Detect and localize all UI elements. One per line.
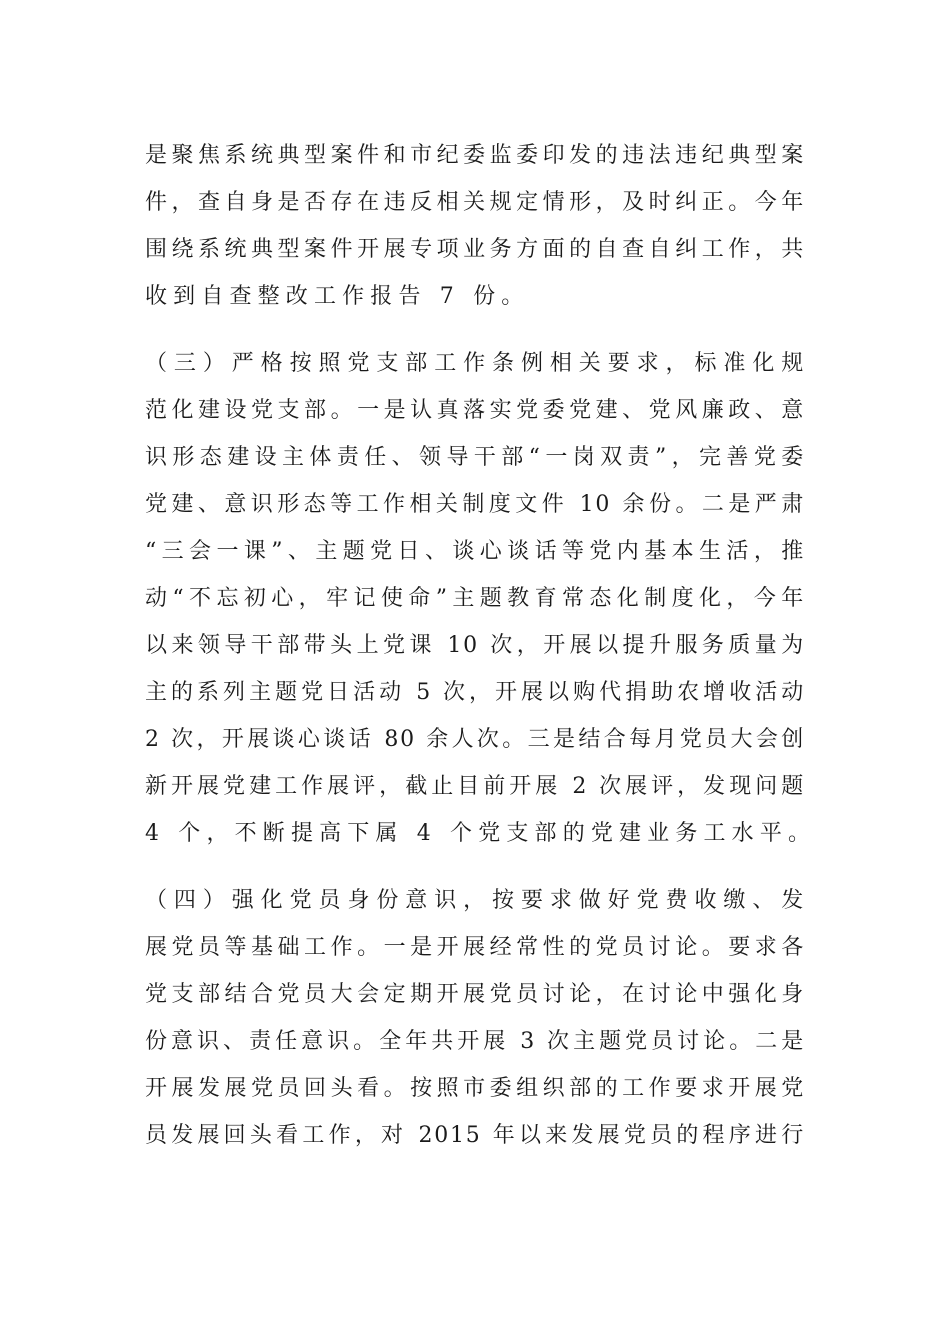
body-text bbox=[145, 132, 817, 1159]
text-line: 2 次，开展谈心谈话 80 余人次。三是结合每月党员大会创 bbox=[145, 727, 805, 752]
text-line: 党支部结合党员大会定期开展党员讨论，在讨论中强化身 bbox=[145, 982, 805, 1007]
text-line: 动“不忘初心，牢记使命”主题教育常态化制度化，今年 bbox=[145, 586, 805, 611]
paragraph-gap bbox=[145, 857, 805, 877]
text-line: 主的系列主题党日活动 5 次，开展以购代捐助农增收活动 bbox=[145, 680, 805, 705]
text-line: 新开展党建工作展评，截止目前开展 2 次展评，发现问题 bbox=[145, 774, 805, 799]
text-line: 份意识、责任意识。全年共开展 3 次主题党员讨论。二是 bbox=[145, 1029, 805, 1054]
paragraph-gap bbox=[145, 320, 805, 340]
text-line: 围绕系统典型案件开展专项业务方面的自查自纠工作，共 bbox=[145, 237, 805, 262]
text-line: 范化建设党支部。一是认真落实党委党建、党风廉政、意 bbox=[145, 398, 805, 423]
text-line: 是聚焦系统典型案件和市纪委监委印发的违法违纪典型案 bbox=[145, 143, 805, 168]
paragraph-2 bbox=[145, 340, 817, 857]
text-line: 开展发展党员回头看。按照市委组织部的工作要求开展党 bbox=[145, 1076, 805, 1101]
text-line: 员发展回头看工作，对 2015 年以来发展党员的程序进行 bbox=[145, 1123, 805, 1148]
text-line: （三）严格按照党支部工作条例相关要求，标准化规 bbox=[145, 351, 805, 376]
text-line: 展党员等基础工作。一是开展经常性的党员讨论。要求各 bbox=[145, 935, 805, 960]
text-line: 党建、意识形态等工作相关制度文件 10 余份。二是严肃 bbox=[145, 492, 805, 517]
paragraph-1 bbox=[145, 132, 805, 320]
text-line: 以来领导干部带头上党课 10 次，开展以提升服务质量为 bbox=[145, 633, 805, 658]
text-line: “三会一课”、主题党日、谈心谈话等党内基本生活，推 bbox=[145, 539, 805, 564]
text-line: 收到自查整改工作报告 7 份。 bbox=[145, 284, 530, 309]
text-line: （四）强化党员身份意识，按要求做好党费收缴、发 bbox=[145, 888, 805, 913]
text-line: 4 个，不断提高下属 4 个党支部的党建业务工水平。 bbox=[145, 821, 817, 846]
text-line: 识形态建设主体责任、领导干部“一岗双责”，完善党委 bbox=[145, 445, 805, 470]
paragraph-3 bbox=[145, 877, 805, 1159]
text-line: 件，查自身是否存在违反相关规定情形，及时纠正。今年 bbox=[145, 190, 805, 215]
